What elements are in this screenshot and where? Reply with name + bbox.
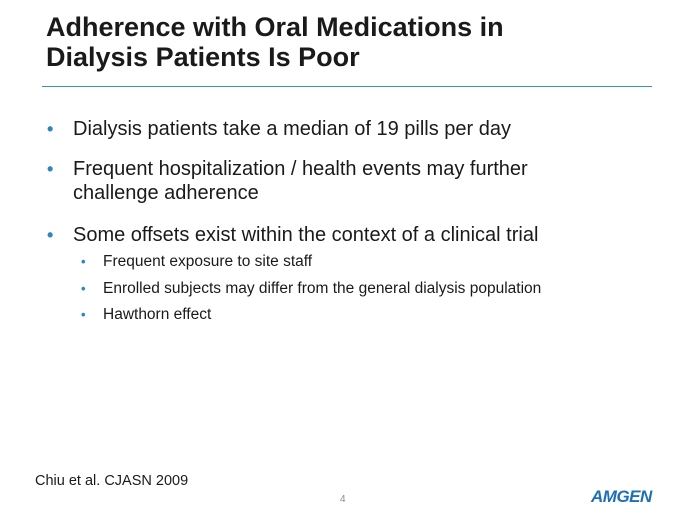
bullet-icon: • [47,159,54,179]
sub-bullet-text: Hawthorn effect [103,306,212,323]
sub-bullet-icon: • [81,254,86,269]
sub-bullet-icon: • [81,307,86,322]
slide-title-line-2: Dialysis Patients Is Poor [46,42,360,72]
bullet-pills-per-day [47,117,663,141]
sub-bullet-text: Frequent exposure to site staff [103,253,313,270]
bullet-clinical-trial-offsets [47,223,663,247]
sub-bullet-hawthorn-effect [81,305,673,324]
sub-bullet-site-staff [81,252,673,271]
bullet-text-continued: challenge adherence [73,182,259,204]
bullet-hospitalization [47,157,663,205]
sub-bullet-enrolled-subjects [81,279,673,298]
bullet-text: Some offsets exist within the context of a clinical trial [73,224,539,246]
bullet-text: Frequent hospitalization / health events may further [73,158,528,180]
bullet-text: Dialysis patients take a median of 19 pills per day [73,118,512,140]
sub-bullet-text: Enrolled subjects may differ from the general dialysis population [103,280,542,297]
citation: Chiu et al. CJASN 2009 [35,473,189,489]
slide-title [46,12,666,72]
bullet-icon: • [47,119,54,139]
title-divider [42,86,652,87]
bullet-icon: • [47,225,54,245]
amgen-logo: AMGEN [591,487,652,506]
page-number: 4 [340,494,346,505]
sub-bullet-icon: • [81,281,86,296]
slide-title-line-1: Adherence with Oral Medications in [46,12,504,42]
